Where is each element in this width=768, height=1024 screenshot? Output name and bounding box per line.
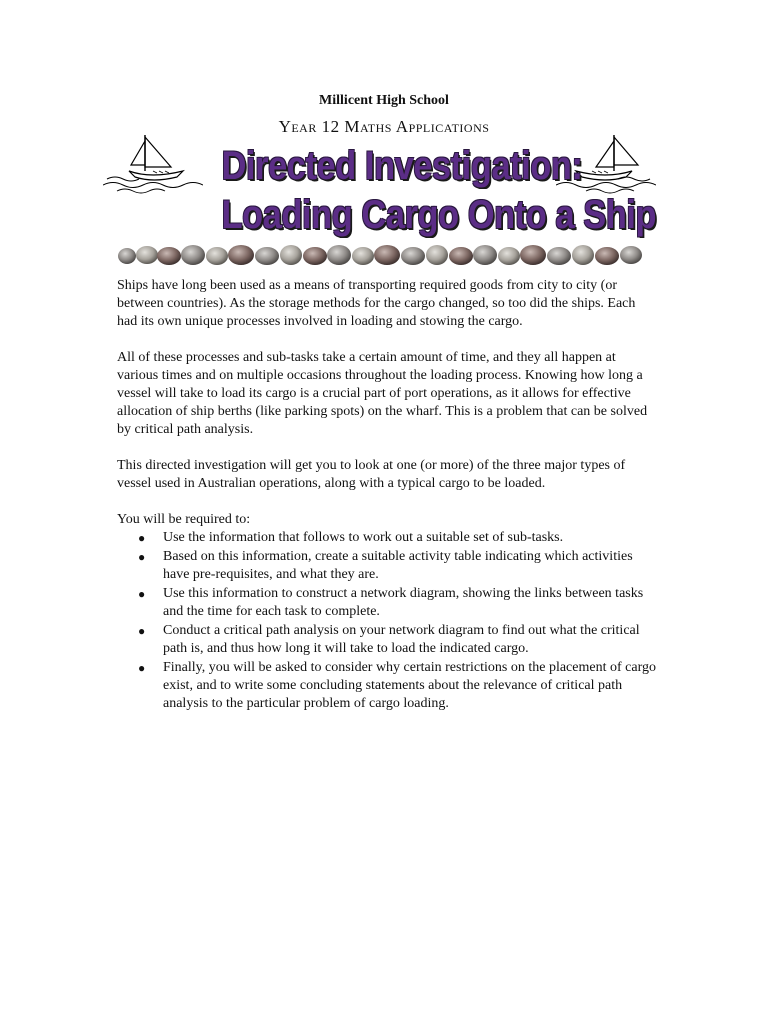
requirements-intro: You will be required to:: [117, 512, 251, 527]
list-item: [117, 659, 657, 713]
task-text: Use the information that follows to work out a suitable set of sub-tasks.: [163, 530, 564, 545]
bullet-icon: ●: [138, 550, 146, 564]
bullet-icon: ●: [138, 624, 146, 638]
list-item: [117, 585, 657, 621]
course-name: Year 12 Maths Applications: [278, 117, 490, 136]
task-text: Based on this information, create a suitable activity table indicating which activities have pre-requisites, and what they are.: [163, 549, 633, 582]
list-item: [117, 622, 657, 658]
processes-paragraph: All of these processes and sub-tasks take a certain amount of time, and they all happen at various times and on multiple occasions throughout the loading process. Knowing how long a vessel will take to load its cargo is a crucial part of port operations, as it allows for effective allocation of ship berths (like parking spots) on the wharf. This is a problem that can be solved by critical path analysis.: [117, 350, 648, 437]
task-text: Finally, you will be asked to consider why certain restrictions on the placement of cargo exist, and to write some concluding statements about the relevance of critical path analysis to the particular problem of cargo loading.: [163, 660, 656, 711]
bullet-icon: ●: [138, 661, 146, 675]
bullet-icon: ●: [138, 531, 146, 545]
list-item: [117, 529, 657, 547]
task-list: [117, 529, 657, 714]
task-text: Use this information to construct a network diagram, showing the links between tasks and the time for each task to complete.: [163, 586, 644, 619]
intro-paragraph: Ships have long been used as a means of transporting required goods from city to city (or between countries). As the storage methods for the cargo changed, so too did the ships. Each had its own unique processes involved in loading and stowing the cargo.: [117, 278, 636, 329]
title-line-2: Loading Cargo Onto a Ship: [221, 193, 657, 237]
bullet-icon: ●: [138, 587, 146, 601]
title-line-1: Directed Investigation:: [221, 144, 583, 188]
investigation-paragraph: This directed investigation will get you to look at one (or more) of the three major types of vessel used in Australian operations, along with a typical cargo to be loaded.: [117, 458, 626, 491]
list-item: [117, 548, 657, 584]
sailboat-left-icon: [103, 127, 203, 195]
task-text: Conduct a critical path analysis on your network diagram to find out what the critical path is, and thus how long it will take to load the indicated cargo.: [163, 623, 640, 656]
school-name: Millicent High School: [319, 93, 449, 108]
pebble-divider: [117, 241, 647, 271]
